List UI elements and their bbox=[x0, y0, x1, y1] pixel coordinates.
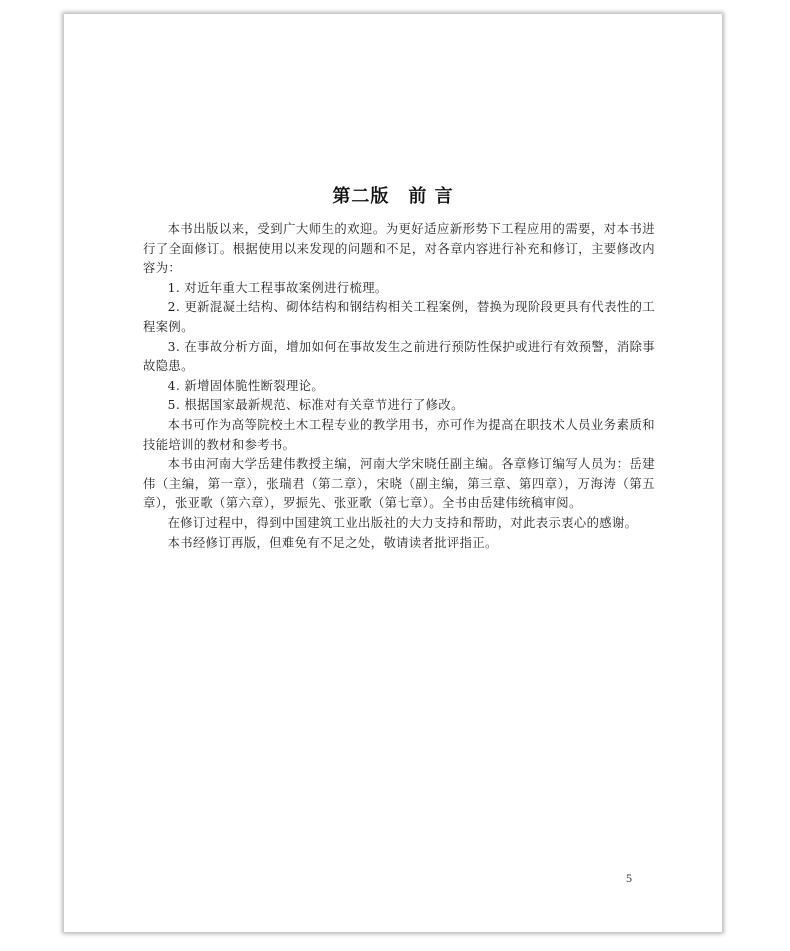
document-page bbox=[64, 14, 722, 932]
page-number: 5 bbox=[626, 871, 632, 885]
preface-body bbox=[143, 220, 655, 553]
list-item-4: 4. 新增固体脆性断裂理论。 bbox=[167, 378, 325, 393]
paragraph-closing: 本书经修订再版，但难免有不足之处，敬请读者批评指正。 bbox=[167, 535, 498, 550]
paragraph-thanks: 在修订过程中，得到中国建筑工业出版社的大力支持和帮助，对此表示衷心的感谢。 bbox=[167, 515, 638, 530]
list-item-2: 2. 更新混凝土结构、砌体结构和钢结构相关工程案例，替换为现阶段更具有代表性的工程案例。 bbox=[143, 300, 655, 334]
list-item-3: 3. 在事故分析方面，增加如何在事故发生之前进行预防性保护或进行有效预警，消除事故隐患。 bbox=[143, 339, 655, 374]
page-title: 第二版 前 言 bbox=[332, 186, 454, 207]
list-item-1: 1. 对近年重大工程事故案例进行梳理。 bbox=[167, 280, 388, 295]
paragraph-intro: 本书出版以来，受到广大师生的欢迎。为更好适应新形势下工程应用的需要，对本书进行了全面修订。根据使用以来发现的问题和不足，对各章内容进行补充和修订，主要修改内容为： bbox=[143, 222, 655, 276]
list-item-5: 5. 根据国家最新规范、标准对有关章节进行了修改。 bbox=[167, 398, 464, 413]
paragraph-usage: 本书可作为高等院校土木工程专业的教学用书，亦可作为提高在职技术人员业务素质和技能培训的教材和参考书。 bbox=[143, 417, 655, 452]
paragraph-authors: 本书由河南大学岳建伟教授主编，河南大学宋晓任副主编。各章修订编写人员为：岳建伟（主编，第一章），张瑞君（第二章），宋晓（副主编，第三章、第四章），万海涛（第五章），张亚歌（第六章），罗振先、张亚歌（第七章）。全书由岳建伟统稿审阅。 bbox=[143, 457, 655, 511]
